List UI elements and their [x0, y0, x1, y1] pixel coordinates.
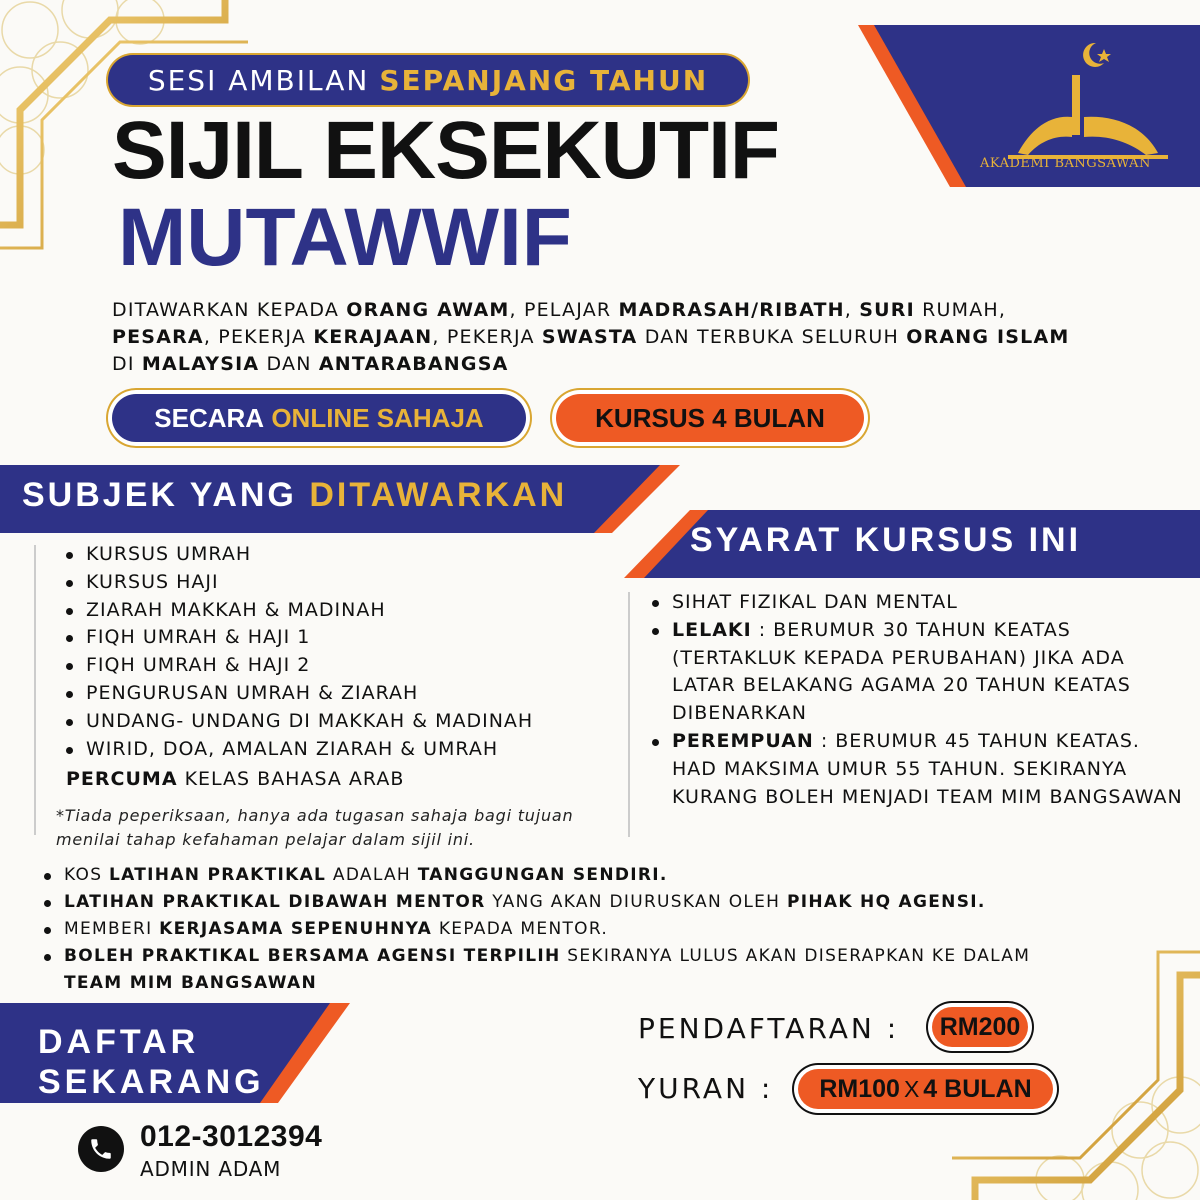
list-item: LELAKI : BERUMUR 30 TAHUN KEATAS (TERTAKLUK KEPADA PERUBAHAN) JIKA ADA LATAR BELAKANG AGAMA 20 TAHUN KEATAS DIBENARKAN	[650, 617, 1190, 728]
list-item: LATIHAN PRAKTIKAL DIBAWAH MENTOR YANG AKAN DIURUSKAN OLEH PIHAK HQ AGENSI.	[42, 889, 1092, 916]
online-only-badge: SECARA ONLINE SAHAJA	[112, 394, 526, 442]
registration-fee-value: RM200	[932, 1007, 1028, 1047]
list-item: UNDANG- UNDANG DI MAKKAH & MADINAH	[64, 708, 533, 736]
free-class-note: PERCUMA KELAS BAHASA ARAB	[66, 768, 405, 790]
list-item: BOLEH PRAKTIKAL BERSAMA AGENSI TERPILIH SEKIRANYA LULUS AKAN DISERAPKAN KE DALAM TEAM MIM BANGSAWAN	[42, 943, 1092, 997]
subjek-heading: SUBJEK YANG DITAWARKAN	[22, 476, 568, 514]
list-item: FIQH UMRAH & HAJI 2	[64, 652, 533, 680]
list-item: PENGURUSAN UMRAH & ZIARAH	[64, 680, 533, 708]
exam-note: *Tiada peperiksaan, hanya ada tugasan sahaja bagi tujuan menilai tahap kefahaman pelajar dalam sijil ini.	[56, 806, 574, 849]
tuition-fee-label: YURAN :	[638, 1072, 774, 1105]
list-item: ZIARAH MAKKAH & MADINAH	[64, 597, 533, 625]
syarat-heading: SYARAT KURSUS INI	[690, 521, 1082, 559]
session-banner	[108, 55, 748, 105]
session-prefix: SESI AMBILAN	[147, 63, 370, 97]
list-item: FIQH UMRAH & HAJI 1	[64, 624, 533, 652]
title-line-2: MUTAWWIF	[118, 192, 572, 283]
phone-icon	[78, 1126, 124, 1172]
divider-right	[628, 592, 630, 837]
list-item: SIHAT FIZIKAL DAN MENTAL	[650, 589, 1190, 617]
registration-fee-label: PENDAFTARAN :	[638, 1012, 900, 1045]
title-line-1: SIJIL EKSEKUTIF	[112, 105, 779, 196]
course-duration-badge: KURSUS 4 BULAN	[556, 394, 864, 442]
syarat-list	[650, 589, 1190, 811]
practical-notes	[42, 862, 1092, 997]
offer-text: DITAWARKAN KEPADA ORANG AWAM, PELAJAR MADRASAH/RIBATH, SURI RUMAH, PESARA, PEKERJA KERAJAAN, PEKERJA SWASTA DAN TERBUKA SELURUH ORANG ISLAM DI MALAYSIA DAN ANTARABANGSA	[112, 299, 1070, 375]
divider-left	[34, 545, 36, 835]
subjek-list	[64, 541, 533, 763]
list-item: MEMBERI KERJASAMA SEPENUHNYA KEPADA MENTOR.	[42, 916, 1092, 943]
phone-number[interactable]: 012-3012394	[140, 1120, 323, 1153]
session-highlight: SEPANJANG TAHUN	[379, 63, 709, 97]
list-item: PEREMPUAN : BERUMUR 45 TAHUN KEATAS. HAD MAKSIMA UMUR 55 TAHUN. SEKIRANYA KURANG BOLEH MENJADI TEAM MIM BANGSAWAN	[650, 728, 1190, 811]
list-item: KURSUS HAJI	[64, 569, 533, 597]
admin-name: ADMIN ADAM	[140, 1157, 282, 1181]
tuition-fee-value: RM100 X 4 BULAN	[798, 1069, 1053, 1109]
list-item: KOS LATIHAN PRAKTIKAL ADALAH TANGGUNGAN SENDIRI.	[42, 862, 1092, 889]
register-now-button[interactable]: DAFTAR SEKARANG	[38, 1023, 265, 1101]
list-item: WIRID, DOA, AMALAN ZIARAH & UMRAH	[64, 736, 533, 764]
list-item: KURSUS UMRAH	[64, 541, 533, 569]
logo-name: AKADEMI BANGSAWAN	[980, 156, 1151, 171]
